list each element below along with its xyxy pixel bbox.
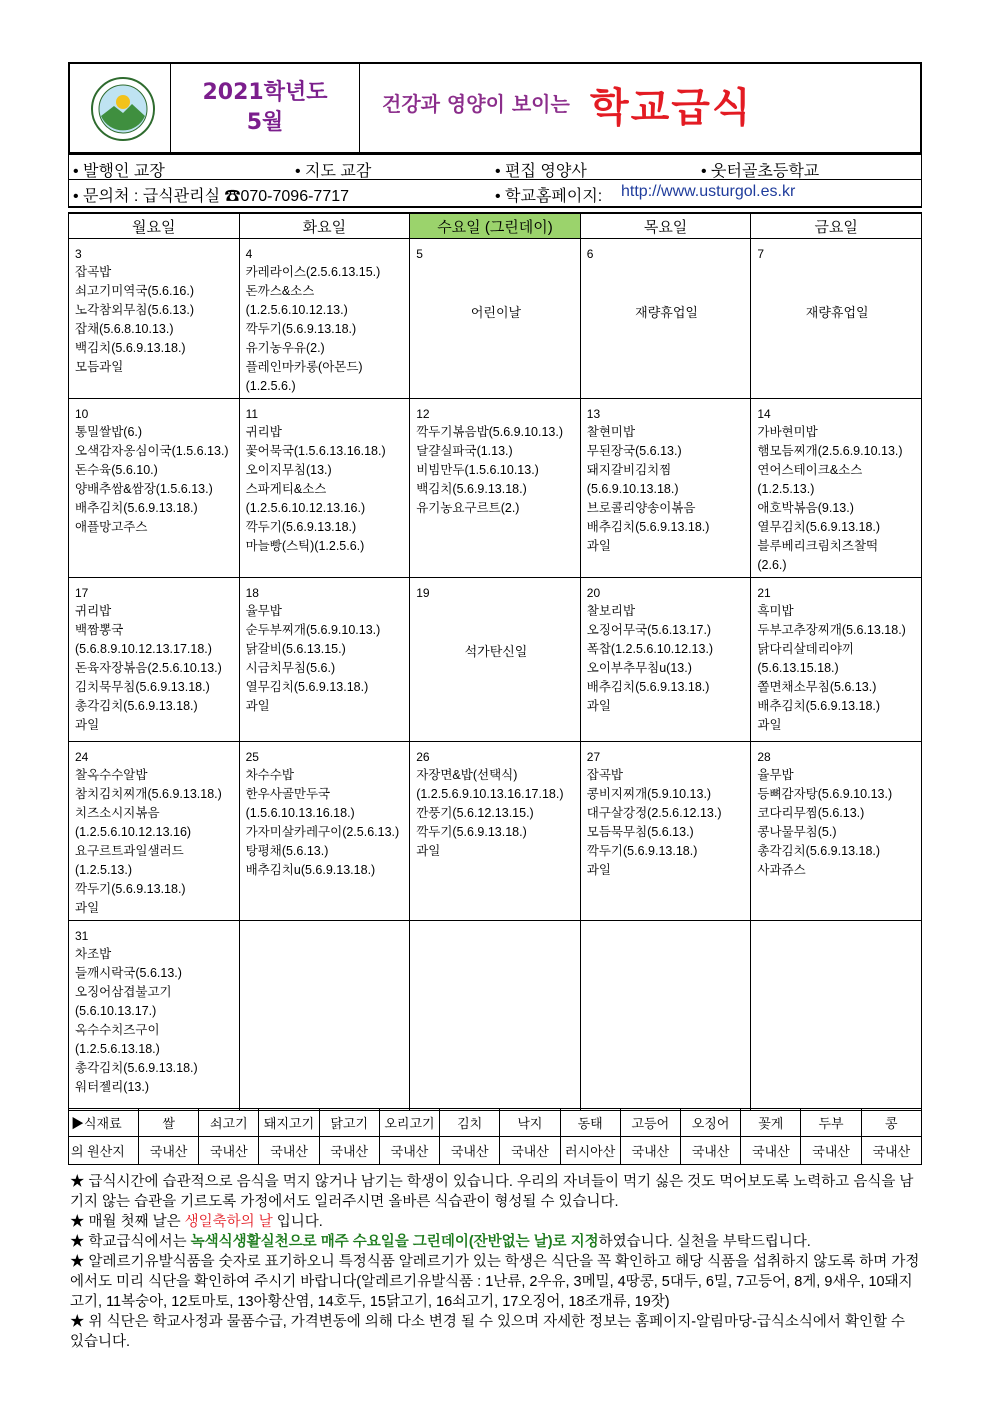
menu-item: 깍두기(5.6.9.13.18.)	[245, 322, 357, 336]
school-logo-icon	[90, 76, 156, 142]
origin-country: 국내산	[861, 1137, 921, 1165]
menu-item: (1.2.5.6.13.18.)	[75, 1042, 160, 1056]
menu-item: 콩나물무침(5.)	[757, 825, 837, 839]
menu-item: (5.6.10.13.17.)	[75, 1004, 157, 1018]
day-header-wed: 수요일 (그린데이)	[410, 213, 581, 239]
menu-item: 귀리밥	[245, 425, 282, 439]
menu-item: 차수수밥	[245, 768, 294, 782]
menu-item: (2.6.)	[757, 558, 787, 572]
menu-item: 열무김치(5.6.9.13.18.)	[245, 680, 369, 694]
info-row-2	[68, 180, 922, 208]
menu-item: 사과쥬스	[757, 863, 806, 877]
menu-item: 브로콜리양송이볶음	[586, 501, 696, 515]
menu-week-row	[69, 921, 922, 1111]
origin-country: 국내산	[379, 1137, 439, 1165]
menu-item: 햄모듬찌개(2.5.6.9.10.13.)	[757, 444, 903, 458]
note-birthday-text: ★ 매월 첫째 날은	[70, 1214, 185, 1230]
menu-item: 치즈소시지볶음	[75, 806, 160, 820]
menu-day-cell	[580, 399, 751, 578]
menu-item: 배추김치u(5.6.9.13.18.)	[245, 863, 376, 877]
origin-label-bottom: 의 원산지	[69, 1137, 139, 1165]
menu-item: (5.6.8.9.10.12.13.17.18.)	[75, 642, 212, 656]
origin-country: 국내산	[741, 1137, 801, 1165]
menu-day-cell	[239, 921, 410, 1111]
origin-ingredient: 두부	[801, 1109, 861, 1137]
menu-day-cell	[580, 921, 751, 1111]
newsletter-title: 학교급식	[590, 85, 753, 131]
day-number: 4	[245, 247, 253, 261]
menu-item: (1.5.6.10.13.16.18.)	[245, 806, 355, 820]
notes	[70, 1172, 922, 1352]
menu-item: 옥수수치즈구이	[75, 1023, 160, 1037]
menu-item: 통밀쌀밥(6.)	[75, 425, 143, 439]
slogan: 건강과 영양이 보이는	[382, 92, 570, 116]
issue-title	[170, 64, 360, 152]
origin-ingredient: 닭고기	[319, 1109, 379, 1137]
menu-item: 열무김치(5.6.9.13.18.)	[757, 520, 881, 534]
menu-day-cell	[410, 921, 581, 1111]
origin-ingredient: 오징어	[680, 1109, 740, 1137]
day-number: 21	[757, 586, 771, 600]
newsletter-header	[68, 62, 922, 154]
menu-day-cell	[69, 921, 240, 1111]
menu-item: (1.2.5.6.9.10.13.16.17.18.)	[416, 787, 564, 801]
menu-day-cell	[580, 578, 751, 742]
holiday-note: 재량휴업일	[635, 305, 698, 320]
day-number: 3	[75, 247, 82, 261]
menu-item: 배추김치(5.6.9.13.18.)	[586, 680, 710, 694]
menu-item: 율무밥	[245, 604, 282, 618]
menu-item: 쇠고기미역국(5.6.16.)	[75, 284, 195, 298]
homepage-label: • 학교홈페이지:	[495, 188, 603, 205]
menu-item: 카레라이스(2.5.6.13.15.)	[245, 265, 381, 279]
menu-item: (1.2.5.13.)	[75, 863, 132, 877]
menu-day-cell	[410, 742, 581, 921]
menu-item: 과일	[245, 699, 270, 713]
menu-item: (1.2.5.6.10.12.13.16.)	[245, 501, 366, 515]
note-birthday	[70, 1212, 922, 1232]
menu-item: 총각김치(5.6.9.13.18.)	[75, 1061, 198, 1075]
day-header-mon: 월요일	[69, 213, 240, 239]
menu-item: 오징어삼겹불고기	[75, 985, 172, 999]
menu-item: 스파게티&소스	[245, 482, 327, 496]
menu-item: 잡채(5.6.8.10.13.)	[75, 322, 174, 336]
menu-day-cell	[410, 578, 581, 742]
day-number: 11	[245, 407, 259, 421]
menu-item: 깍두기(5.6.9.13.18.)	[416, 825, 527, 839]
menu-item: 흑미밥	[757, 604, 794, 618]
origin-country: 국내산	[620, 1137, 680, 1165]
day-number: 24	[75, 750, 89, 764]
menu-item: (1.2.5.6.10.12.13.)	[245, 303, 348, 317]
menu-week-row	[69, 742, 922, 921]
menu-item: 돈수육(5.6.10.)	[75, 463, 158, 477]
menu-item: 노각참외무침(5.6.13.)	[75, 303, 195, 317]
birthday-day-highlight: 생일축하의 날	[184, 1214, 273, 1230]
day-number: 27	[586, 750, 601, 764]
menu-item: 참치김치찌개(5.6.9.13.18.)	[75, 787, 222, 801]
menu-item: 깍두기(5.6.9.13.18.)	[245, 520, 357, 534]
menu-item: 김치묵무침(5.6.9.13.18.)	[75, 680, 210, 694]
origin-ingredient: 쇠고기	[199, 1109, 259, 1137]
menu-item: 애호박볶음(9.13.)	[757, 501, 854, 515]
menu-item: 깍두기볶음밥(5.6.9.10.13.)	[416, 425, 563, 439]
school-year: 2021학년도	[202, 80, 328, 105]
menu-item: 양배추쌈&쌈장(1.5.6.13.)	[75, 482, 213, 496]
day-number: 12	[416, 407, 430, 421]
origin-country: 국내산	[500, 1137, 560, 1165]
menu-item: 꽃어묵국(1.5.6.13.16.18.)	[245, 444, 386, 458]
menu-item: (1.2.5.6.10.12.13.16)	[75, 825, 192, 839]
menu-item: 닭갈비(5.6.13.15.)	[245, 642, 346, 656]
menu-item: 등뼈감자탕(5.6.9.10.13.)	[757, 787, 893, 801]
day-header-fri: 금요일	[751, 213, 922, 239]
menu-item: 귀리밥	[75, 604, 112, 618]
origin-country: 러시아산	[560, 1137, 620, 1165]
issue-month: 5월	[246, 110, 284, 135]
ingredient-origin-table	[68, 1108, 922, 1165]
menu-item: 모듬묵무침(5.6.13.)	[586, 825, 694, 839]
menu-day-cell	[410, 399, 581, 578]
menu-item: 과일	[586, 539, 611, 553]
menu-item: 콩비지찌개(5.9.10.13.)	[586, 787, 712, 801]
day-number: 14	[757, 407, 771, 421]
note-green-text: ★ 학교급식에서는	[70, 1234, 191, 1250]
menu-item: 과일	[586, 863, 611, 877]
menu-day-cell	[69, 578, 240, 742]
menu-item: 잡곡밥	[75, 265, 112, 279]
menu-day-cell	[239, 578, 410, 742]
origin-country: 국내산	[199, 1137, 259, 1165]
menu-day-cell	[410, 239, 581, 399]
homepage-link[interactable]: http://www.usturgol.es.kr	[621, 183, 796, 200]
menu-item: 연어스테이크&소스	[757, 463, 863, 477]
menu-item: 배추김치(5.6.9.13.18.)	[757, 699, 881, 713]
origin-ingredient: 쌀	[139, 1109, 199, 1137]
menu-item: 차조밥	[75, 947, 112, 961]
menu-item: 오이부추무침u(13.)	[586, 661, 692, 675]
menu-item: 돈까스&소스	[245, 284, 315, 298]
origin-country: 국내산	[259, 1137, 319, 1165]
day-number: 26	[416, 750, 430, 764]
menu-item: 율무밥	[757, 768, 794, 782]
menu-item: 배추김치(5.6.9.13.18.)	[75, 501, 198, 515]
menu-item: 깍두기(5.6.9.13.18.)	[75, 882, 186, 896]
menu-item: 돼지갈비김치찜	[586, 463, 672, 477]
menu-item: (1.2.5.13.)	[757, 482, 815, 496]
day-number: 25	[245, 750, 259, 764]
day-header-thu: 목요일	[580, 213, 751, 239]
contact: • 문의처 : 급식관리실 ☎070-7096-7717	[73, 188, 350, 205]
menu-item: 블루베리크림치즈찰떡	[757, 539, 879, 553]
menu-item: 달걀실파국(1.13.)	[416, 444, 513, 458]
school-name: • 웃터골초등학교	[701, 163, 820, 180]
menu-item: (1.2.5.6.)	[245, 379, 296, 393]
menu-item: 배추김치(5.6.9.13.18.)	[586, 520, 710, 534]
note-menu-change: ★ 위 식단은 학교사정과 물품수급, 가격변동에 의해 다소 변경 될 수 있으며 자세한 정보는 홈페이지-알림마당-급식소식에서 확인할 수 있습니다.	[70, 1314, 906, 1350]
menu-item: 가바현미밥	[757, 425, 818, 439]
holiday-note: 어린이날	[470, 305, 522, 320]
menu-day-cell	[751, 921, 922, 1111]
menu-day-cell	[239, 742, 410, 921]
menu-item: 가자미살카레구이(2.5.6.13.)	[245, 825, 400, 839]
menu-item: 과일	[757, 718, 782, 732]
holiday-note: 재량휴업일	[805, 305, 869, 320]
menu-week-row	[69, 239, 922, 399]
holiday-note: 석가탄신일	[464, 644, 528, 659]
menu-day-cell	[751, 578, 922, 742]
menu-item: 폭찹(1.2.5.6.10.12.13.)	[586, 642, 714, 656]
menu-item: 깍두기(5.6.9.13.18.)	[586, 844, 698, 858]
menu-item: 백짬뽕국	[75, 623, 124, 637]
menu-day-cell	[69, 399, 240, 578]
menu-item: 백김치(5.6.9.13.18.)	[416, 482, 527, 496]
day-number: 6	[586, 247, 594, 261]
origin-ingredient: 콩	[861, 1109, 921, 1137]
note-green-tail: 하였습니다. 실천을 부탁드립니다.	[598, 1234, 811, 1250]
menu-day-cell	[580, 239, 751, 399]
menu-item: 총각김치(5.6.9.13.18.)	[75, 699, 198, 713]
menu-calendar	[68, 212, 922, 1111]
menu-item: (5.6.9.10.13.18.)	[586, 482, 679, 496]
menu-item: 과일	[416, 844, 441, 858]
menu-day-cell	[751, 742, 922, 921]
menu-week-row	[69, 578, 922, 742]
day-number: 10	[75, 407, 89, 421]
menu-item: 플레인마카롱(아몬드)	[245, 360, 363, 374]
menu-day-cell	[580, 742, 751, 921]
day-number: 17	[75, 586, 89, 600]
menu-item: 찰옥수수알밥	[75, 768, 148, 782]
day-number: 18	[245, 586, 259, 600]
menu-item: 모듬과일	[75, 360, 124, 374]
menu-item: 과일	[75, 718, 100, 732]
menu-item: 두부고추장찌개(5.6.13.18.)	[757, 623, 906, 637]
origin-ingredient: 돼지고기	[259, 1109, 319, 1137]
green-day-highlight: 녹색식생활실천으로 매주 수요일을 그린데이(잔반없는 날)로 지정	[190, 1234, 599, 1250]
day-number: 7	[757, 247, 765, 261]
menu-item: 자장면&밥(선택식)	[416, 768, 518, 782]
day-number: 31	[75, 929, 89, 943]
menu-item: 시금치무침(5.6.)	[245, 661, 336, 675]
note-allergy: ★ 알레르기유발식품을 숫자로 표기하오니 특정식품 알레르기가 있는 학생은 식단을 꼭 확인하고 해당 식품을 섭취하지 않도록 하며 가정에서도 미리 식단을 확인하여 주시기 바랍니다(알레르기유발식품 : 1난류, 2우유, 3메밀, 4땅콩, 5대두, 6밀, 7고등어, 8게, 9새우, 10돼지고기, 11복숭아, 12토마토, 13아황산염, 14호두, 15닭고기, 16쇠고기, 17오징어, 18조개류, 19잣)	[70, 1254, 920, 1310]
origin-country: 국내산	[139, 1137, 199, 1165]
origin-country: 국내산	[801, 1137, 861, 1165]
origin-ingredient: 꽃게	[741, 1109, 801, 1137]
menu-item: 요구르트과일샐러드	[75, 844, 184, 858]
publisher: • 발행인 교장	[73, 163, 165, 180]
origin-country: 국내산	[319, 1137, 379, 1165]
menu-item: 탕평채(5.6.13.)	[245, 844, 329, 858]
day-header-tue: 화요일	[239, 213, 410, 239]
info-row-1	[68, 154, 922, 180]
menu-item: 백김치(5.6.9.13.18.)	[75, 341, 186, 355]
origin-ingredient: 고등어	[620, 1109, 680, 1137]
menu-item: 유기농요구르트(2.)	[416, 501, 520, 515]
origin-country: 국내산	[680, 1137, 740, 1165]
menu-item: 대구살강정(2.5.6.12.13.)	[586, 806, 722, 820]
day-number: 19	[416, 586, 430, 600]
menu-item: 총각김치(5.6.9.13.18.)	[757, 844, 881, 858]
menu-day-cell	[69, 742, 240, 921]
menu-item: 애플망고주스	[75, 520, 148, 534]
menu-item: 찰보리밥	[586, 604, 636, 618]
menu-item: 닭다리살데리야끼	[757, 642, 854, 656]
origin-label-top: ▶식재료	[69, 1109, 139, 1137]
day-number: 13	[586, 407, 601, 421]
menu-item: 과일	[586, 699, 611, 713]
menu-week-row	[69, 399, 922, 578]
origin-country: 국내산	[440, 1137, 500, 1165]
day-number: 20	[586, 586, 601, 600]
menu-item: 오이지무침(13.)	[245, 463, 332, 477]
menu-day-cell	[751, 399, 922, 578]
menu-item: 돈육자장볶음(2.5.6.10.13.)	[75, 661, 222, 675]
menu-day-cell	[239, 399, 410, 578]
menu-day-cell	[751, 239, 922, 399]
note-eating-habits: ★ 급식시간에 습관적으로 음식을 먹지 않거나 남기는 학생이 있습니다. 우리의 자녀들이 먹기 싫은 것도 먹어보도록 노력하고 음식을 남기지 않는 습관을 기르도록 가정에서도 일러주시면 올바른 식습관이 형성될 수 있습니다.	[70, 1174, 914, 1210]
menu-item: 마늘빵(스틱)(1.2.5.6.)	[245, 539, 365, 553]
editor: • 편집 영양사	[495, 163, 587, 180]
menu-item: 유기농우유(2.)	[245, 341, 325, 355]
note-green-day	[70, 1232, 922, 1252]
menu-item: 과일	[75, 901, 100, 915]
day-number: 5	[416, 247, 423, 261]
note-birthday-tail: 입니다.	[272, 1214, 323, 1230]
menu-item: 깐풍기(5.6.12.13.15.)	[416, 806, 534, 820]
menu-item: (5.6.13.15.18.)	[757, 661, 839, 675]
origin-ingredient: 낙지	[500, 1109, 560, 1137]
origin-ingredient: 오리고기	[379, 1109, 439, 1137]
menu-item: 잡곡밥	[586, 768, 624, 782]
menu-item: 쫄면채소무침(5.6.13.)	[757, 680, 877, 694]
origin-ingredient: 동태	[560, 1109, 620, 1137]
menu-item: 들깨시락국(5.6.13.)	[75, 966, 182, 980]
menu-item: 찰현미밥	[586, 425, 636, 439]
supervisor: • 지도 교감	[295, 163, 372, 180]
menu-item: 오색감자옹심이국(1.5.6.13.)	[75, 444, 229, 458]
menu-item: 오징어무국(5.6.13.17.)	[586, 623, 712, 637]
menu-item: 코다리무찜(5.6.13.)	[757, 806, 865, 820]
origin-ingredient: 김치	[440, 1109, 500, 1137]
menu-item: 순두부찌개(5.6.9.10.13.)	[245, 623, 381, 637]
menu-item: 워터젤리(13.)	[75, 1080, 150, 1094]
menu-item: 비빔만두(1.5.6.10.13.)	[416, 463, 539, 477]
menu-item: 한우사골만두국	[245, 787, 331, 801]
menu-day-cell	[69, 239, 240, 399]
menu-day-cell	[239, 239, 410, 399]
menu-item: 무된장국(5.6.13.)	[586, 444, 682, 458]
day-number: 28	[757, 750, 771, 764]
